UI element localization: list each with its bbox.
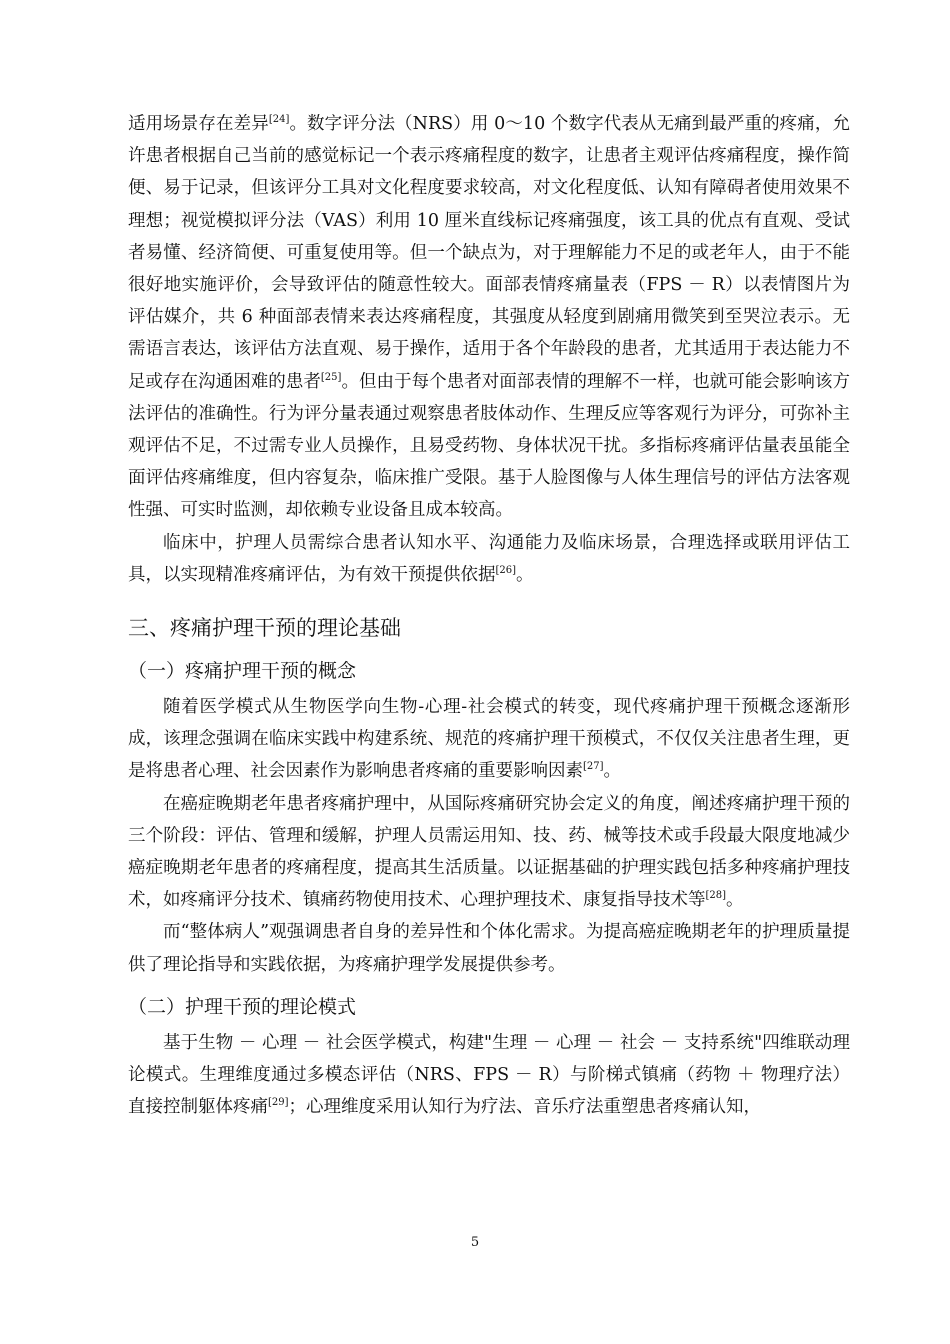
- text-run: 。数字评分法（NRS）用 0～10 个数字代表从无痛到最严重的疼痛，允许患者根据自己当前的感觉标记一个表示疼痛程度的数字，让患者主观评估疼痛程度，操作简便、易于记录，但该评分工具对文化程度要求较高，对文化程度低、认知有障碍者使用效果不理想；视觉模拟评分法（VAS）利用 10 厘米直线标记疼痛强度，该工具的优点有直观、受试者易懂、经济简便、可重复使用等。但一个缺点为，对于理解能力不足的或老年人，由于不能很好地实施评价，会导致评估的随意性较大。面部表情疼痛量表（FPS － R）以表情图片为评估媒介，共 6 种面部表情来表达疼痛程度，其强度从轻度到剧痛用微笑到至哭泣表示。无需语言表达，该评估方法直观、易于操作，适用于各个年龄段的患者，尤其适用于表达能力不足或存在沟通困难的患者: [128, 114, 850, 392]
- text-run: 。: [603, 761, 622, 782]
- section-heading: 三、疼痛护理干预的理论基础: [128, 616, 401, 641]
- body-paragraph: [128, 691, 850, 788]
- citation: [26]: [495, 565, 517, 577]
- citation: [27]: [583, 761, 604, 773]
- text-run: 。但由于每个患者对面部表情的理解不一样，也就可能会影响该方法评估的准确性。行为评分量表通过观察患者肢体动作、生理反应等客观行为评分，可弥补主观评估不足，不过需专业人员操作，且易受药物、身体状况干扰。多指标疼痛评估量表虽能全面评估疼痛维度，但内容复杂，临床推广受限。基于人脸图像与人体生理信号的评估方法客观性强、可实时监测，却依赖专业设备且成本较高。: [128, 371, 851, 521]
- text-run: 在癌症晚期老年患者疼痛护理中，从国际疼痛研究协会定义的角度，阐述疼痛护理干预的三个阶段：评估、管理和缓解，护理人员需运用知、技、药、械等技术或手段最大限度地减少癌症晚期老年患者的疼痛程度，提高其生活质量。以证据基础的护理实践包括多种疼痛护理技术，如疼痛评分技术、镇痛药物使用技术、心理护理技术、康复指导技术等: [128, 793, 850, 911]
- body-paragraph: [128, 527, 850, 591]
- subsection-heading: （一）疼痛护理干预的概念: [128, 660, 357, 683]
- body-paragraph: [128, 916, 850, 980]
- text-run: 适用场景存在差异: [128, 114, 269, 134]
- text-run: 随着医学模式从生物医学向生物-心理-社会模式的转变，现代疼痛护理干预概念逐渐形成，该理念强调在临床实践中构建系统、规范的疼痛护理干预模式，不仅仅关注患者生理，更是将患者心理、社会因素作为影响患者疼痛的重要影响因素: [128, 697, 850, 782]
- body-paragraph: [128, 788, 850, 917]
- text-run: 。: [516, 564, 534, 585]
- text-run: 。: [726, 890, 744, 911]
- text-run: ；心理维度采用认知行为疗法、音乐疗法重塑患者疼痛认知，: [288, 1097, 762, 1118]
- text-run: 基于生物 － 心理 － 社会医学模式，构建"生理 － 心理 － 社会 － 支持系统"四维联动理论模式。生理维度通过多模态评估（NRS、FPS － R）与阶梯式镇痛（药物 ＋ 物理疗法）直接控制躯体疼痛: [128, 1032, 850, 1118]
- citation: [28]: [705, 890, 727, 902]
- citation: [29]: [268, 1097, 289, 1109]
- citation: [25]: [320, 371, 342, 383]
- document-body: [128, 108, 850, 1123]
- page-number: 5: [470, 1235, 480, 1250]
- body-paragraph: [128, 108, 850, 527]
- text-run: 而“整体病人”观强调患者自身的差异性和个体化需求。为提高癌症晚期老年的护理质量提供了理论指导和实践依据，为疼痛护理学发展提供参考。: [128, 922, 850, 975]
- text-run: 临床中，护理人员需综合患者认知水平、沟通能力及临床场景，合理选择或联用评估工具，以实现精准疼痛评估，为有效干预提供依据: [128, 532, 850, 585]
- subsection-heading: （二）护理干预的理论模式: [128, 995, 357, 1018]
- body-paragraph: [128, 1027, 850, 1124]
- citation: [24]: [268, 114, 290, 126]
